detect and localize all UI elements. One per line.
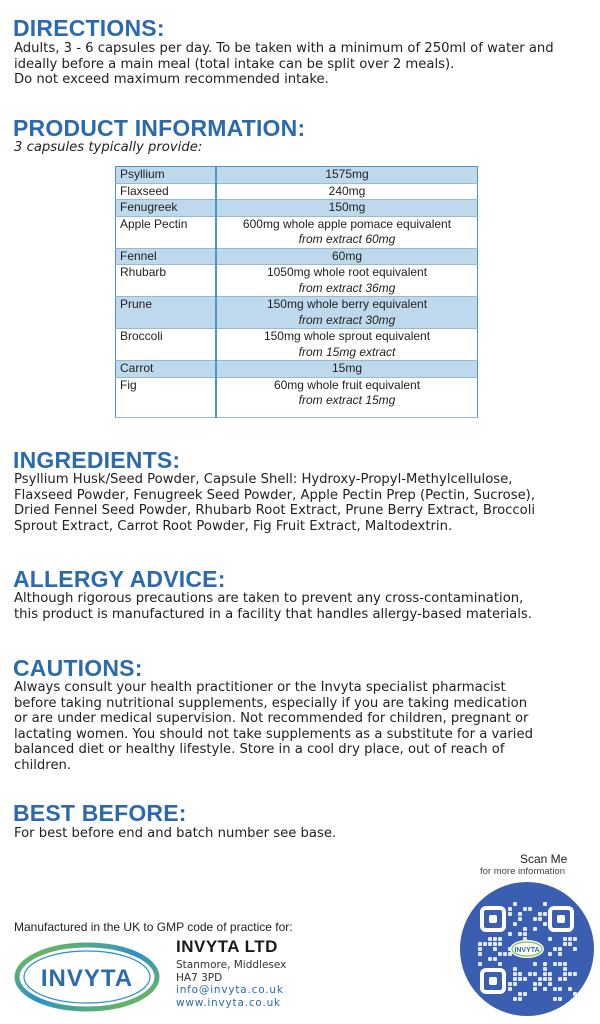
qr-module xyxy=(558,952,562,956)
qr-code[interactable] xyxy=(460,882,594,1016)
company-block xyxy=(176,937,286,1010)
cautions-text xyxy=(14,680,594,773)
table-row xyxy=(116,297,478,329)
nutrient-name: Rhubarb xyxy=(116,265,217,297)
qr-module xyxy=(523,992,527,996)
qr-module xyxy=(478,952,482,956)
qr-module xyxy=(573,937,577,941)
qr-module xyxy=(543,902,547,906)
table-row xyxy=(116,377,478,417)
qr-module xyxy=(563,977,567,981)
qr-module xyxy=(508,952,512,956)
qr-module xyxy=(543,912,547,916)
qr-module xyxy=(518,972,522,976)
qr-module xyxy=(513,967,517,971)
product-information-table xyxy=(115,166,478,418)
cautions-line: before taking nutritional supplements, especially if you are taking medication xyxy=(14,695,528,711)
directions-line: ideally before a main meal (total intake can be split over 2 meals). xyxy=(14,56,455,72)
nutrient-name: Fig xyxy=(116,377,217,417)
scan-me-label: Scan Me xyxy=(520,852,568,866)
qr-logo-wordmark: INVYTA xyxy=(514,947,540,954)
nutrient-value: 1575mg xyxy=(325,167,369,181)
ingredients-line: Dried Fennel Seed Powder, Rhubarb Root Extract, Prune Berry Extract, Broccoli xyxy=(14,503,536,518)
qr-module xyxy=(493,942,497,946)
nutrient-name: Broccoli xyxy=(116,329,217,361)
qr-module xyxy=(533,982,537,986)
qr-module xyxy=(493,957,497,961)
qr-module xyxy=(568,987,572,991)
qr-module xyxy=(478,942,482,946)
qr-module xyxy=(488,942,492,946)
nutrient-value: 15mg xyxy=(331,361,363,375)
table-row xyxy=(116,200,478,217)
qr-module xyxy=(548,977,552,981)
qr-module xyxy=(563,962,567,966)
qr-module xyxy=(573,947,577,951)
qr-module xyxy=(553,997,557,1001)
nutrient-name: Fenugreek xyxy=(116,200,217,217)
ingredients-heading: INGREDIENTS: xyxy=(13,447,181,473)
qr-module xyxy=(528,972,532,976)
qr-module xyxy=(518,917,522,921)
nutrient-amount xyxy=(216,377,478,417)
qr-module xyxy=(573,972,577,976)
invyta-logo xyxy=(14,942,160,1012)
qr-module xyxy=(568,942,572,946)
qr-module xyxy=(548,952,552,956)
qr-module xyxy=(508,932,512,936)
qr-module xyxy=(518,932,522,936)
qr-module xyxy=(568,937,572,941)
qr-module xyxy=(548,937,552,941)
directions-text xyxy=(14,41,594,88)
qr-module xyxy=(518,992,522,996)
cautions-line: balanced diet or healthy lifestyle. Store in a cool dry place, out of reach of xyxy=(14,742,505,757)
qr-module xyxy=(488,957,492,961)
table-row xyxy=(116,361,478,378)
qr-module xyxy=(538,912,542,916)
nutrient-extract-note: from extract 15mg xyxy=(298,393,396,407)
qr-module xyxy=(498,937,502,941)
qr-module xyxy=(518,997,522,1001)
best-before-heading: BEST BEFORE: xyxy=(13,800,187,826)
ingredients-line: Sprout Extract, Carrot Root Powder, Fig Fruit Extract, Maltodextrin. xyxy=(14,518,453,534)
cautions-line: Always consult your health practitioner or the Invyta specialist pharmacist xyxy=(14,680,506,695)
nutrient-value: 60mg whole fruit equivalent xyxy=(273,377,421,392)
qr-module xyxy=(508,982,512,986)
allergy-text xyxy=(14,591,594,622)
qr-module xyxy=(558,987,562,991)
qr-module xyxy=(553,962,557,966)
qr-module xyxy=(538,977,542,981)
nutrient-extract-note: from 15mg extract xyxy=(298,344,396,359)
company-address-line2: HA7 3PD xyxy=(176,971,223,984)
qr-module xyxy=(558,947,562,951)
nutrient-amount xyxy=(216,167,478,184)
nutrient-extract-note: from extract 30mg xyxy=(298,312,396,327)
qr-module xyxy=(533,917,537,921)
cautions-line: lactating women. You should not take supplements as a substitute for a varied xyxy=(14,726,533,742)
qr-module xyxy=(483,942,487,946)
qr-module xyxy=(573,992,577,996)
product-information-subheading: 3 capsules typically provide: xyxy=(14,140,203,155)
product-information-heading: PRODUCT INFORMATION: xyxy=(13,115,306,141)
nutrient-extract-note: from extract 36mg xyxy=(298,280,396,295)
qr-module xyxy=(543,967,547,971)
qr-module xyxy=(493,937,497,941)
ingredients-line: Flaxseed Powder, Fenugreek Seed Powder, Apple Pectin Prep (Pectin, Sucrose), xyxy=(14,487,536,503)
nutrient-value: 150mg xyxy=(328,200,366,214)
allergy-line: this product is manufactured in a facility that handles allergy-based materials. xyxy=(14,606,532,622)
qr-module xyxy=(498,962,502,966)
nutrient-name: Apple Pectin xyxy=(116,216,217,248)
qr-module xyxy=(523,907,527,911)
directions-line: Adults, 3 - 6 capsules per day. To be taken with a minimum of 250ml of water and xyxy=(14,41,554,56)
qr-module xyxy=(523,977,527,981)
nutrient-value: 600mg whole apple pomace equivalent xyxy=(242,216,452,231)
qr-module xyxy=(513,902,517,906)
qr-module xyxy=(513,972,517,976)
qr-module xyxy=(528,907,532,911)
qr-module xyxy=(558,997,562,1001)
nutrient-amount xyxy=(216,329,478,361)
nutrient-amount xyxy=(216,265,478,297)
qr-module xyxy=(523,927,527,931)
allergy-heading: ALLERGY ADVICE: xyxy=(13,566,226,592)
qr-module xyxy=(513,977,517,981)
company-address-line1: Stanmore, Middlesex xyxy=(176,959,287,971)
manufactured-statement: Manufactured in the UK to GMP code of practice for: xyxy=(14,920,293,934)
qr-module xyxy=(548,972,552,976)
company-name: INVYTA LTD xyxy=(176,937,278,956)
table-row xyxy=(116,167,478,184)
qr-module xyxy=(513,922,517,926)
nutrient-amount xyxy=(216,248,478,265)
nutrient-value: 60mg xyxy=(331,248,363,263)
nutrient-amount xyxy=(216,200,478,217)
qr-module xyxy=(493,947,497,951)
qr-module xyxy=(533,962,537,966)
nutrient-amount xyxy=(216,216,478,248)
nutrient-value: 150mg whole berry equivalent xyxy=(266,297,428,311)
qr-module xyxy=(558,977,562,981)
qr-module xyxy=(538,982,542,986)
qr-module xyxy=(553,947,557,951)
table-row xyxy=(116,265,478,297)
table-row xyxy=(116,329,478,361)
qr-code-icon xyxy=(460,882,594,1016)
nutrient-extract-note: from extract 60mg xyxy=(298,232,396,246)
nutrient-name: Prune xyxy=(116,297,217,329)
qr-module xyxy=(558,962,562,966)
nutrient-value: 150mg whole sprout equivalent xyxy=(263,329,431,343)
qr-module xyxy=(523,932,527,936)
qr-module xyxy=(533,972,537,976)
qr-module xyxy=(568,972,572,976)
cautions-line: or are under medical supervision. Not recommended for children, pregnant or xyxy=(14,711,529,726)
nutrient-amount xyxy=(216,297,478,329)
qr-module xyxy=(513,997,517,1001)
qr-module xyxy=(488,937,492,941)
qr-module xyxy=(508,907,512,911)
cautions-line: children. xyxy=(14,757,72,773)
qr-module xyxy=(478,962,482,966)
ingredients-line: Psyllium Husk/Seed Powder, Capsule Shell: Hydroxy-Propyl-Methylcellulose, xyxy=(14,472,513,487)
qr-module xyxy=(508,987,512,991)
qr-module xyxy=(518,912,522,916)
qr-module xyxy=(543,962,547,966)
best-before-text: For best before end and batch number see base. xyxy=(14,826,337,841)
qr-module xyxy=(543,977,547,981)
qr-module xyxy=(518,977,522,981)
qr-module xyxy=(508,912,512,916)
qr-module xyxy=(503,952,507,956)
qr-module xyxy=(543,922,547,926)
allergy-line: Although rigorous precautions are taken to prevent any cross-contamination, xyxy=(14,591,524,606)
nutrient-name: Psyllium xyxy=(116,167,217,184)
table-row xyxy=(116,183,478,200)
qr-module xyxy=(543,987,547,991)
nutrient-value: 1050mg whole root equivalent xyxy=(266,265,428,279)
nutrient-amount xyxy=(216,361,478,378)
qr-module xyxy=(533,987,537,991)
qr-module xyxy=(498,942,502,946)
directions-line: Do not exceed maximum recommended intake. xyxy=(14,72,329,87)
qr-module xyxy=(563,972,567,976)
qr-module xyxy=(553,987,557,991)
qr-module xyxy=(513,982,517,986)
qr-module xyxy=(563,942,567,946)
table-row xyxy=(116,248,478,265)
qr-module xyxy=(563,967,567,971)
scan-me-subtitle: for more information xyxy=(480,866,566,877)
company-website-link[interactable]: www.invyta.co.uk xyxy=(176,997,281,1009)
qr-module xyxy=(563,937,567,941)
qr-module xyxy=(538,917,542,921)
nutrient-amount xyxy=(216,183,478,200)
table-row xyxy=(116,216,478,248)
nutrient-name: Carrot xyxy=(116,361,217,378)
logo-wordmark: INVYTA xyxy=(40,965,134,992)
directions-heading: DIRECTIONS: xyxy=(13,15,165,41)
qr-module xyxy=(498,952,502,956)
qr-module xyxy=(478,947,482,951)
qr-module xyxy=(533,927,537,931)
qr-module xyxy=(548,982,552,986)
nutrient-name: Flaxseed xyxy=(116,183,217,200)
nutrient-name: Fennel xyxy=(116,248,217,265)
nutrient-value: 240mg xyxy=(328,183,366,198)
company-email-link[interactable]: info@invyta.co.uk xyxy=(176,984,284,996)
ingredients-text xyxy=(14,472,594,534)
cautions-heading: CAUTIONS: xyxy=(13,655,143,681)
qr-module xyxy=(543,972,547,976)
